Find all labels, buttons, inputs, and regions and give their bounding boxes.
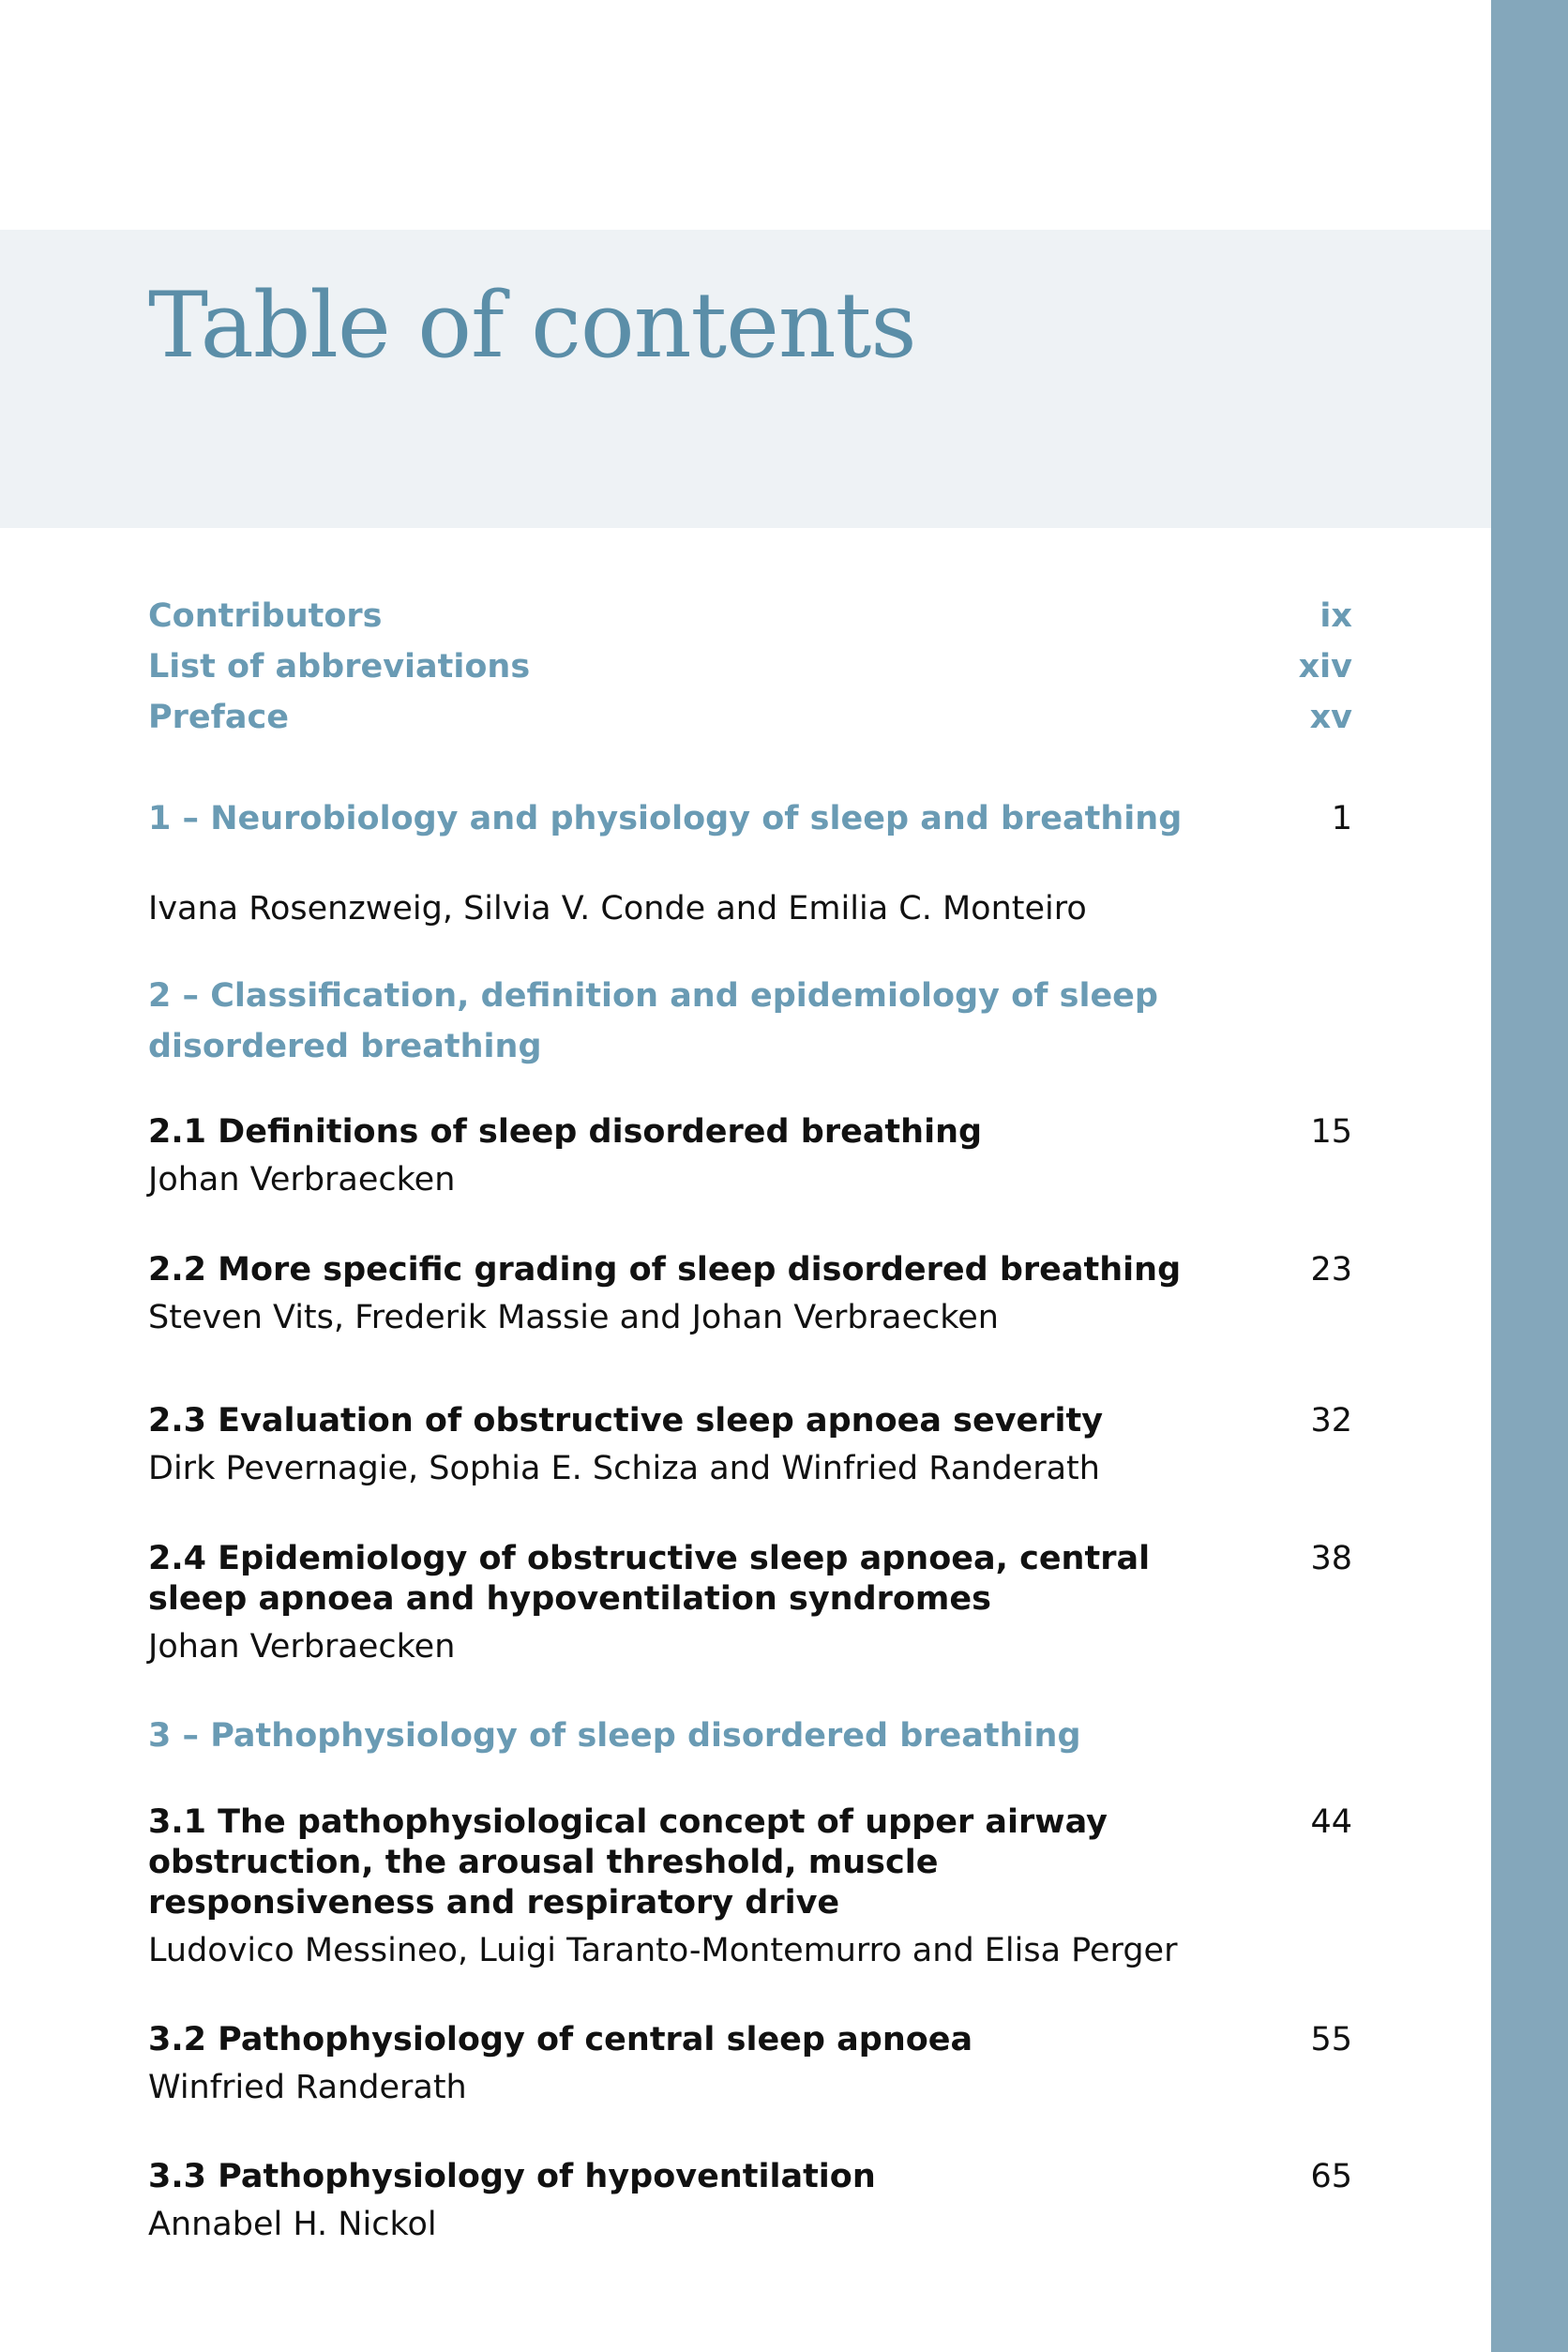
entry-label: List of abbreviations	[148, 648, 531, 686]
section-title: 3.3 Pathophysiology of hypoventilation	[148, 2158, 876, 2195]
toc-section-2-2[interactable]	[148, 1250, 1352, 1343]
side-color-band	[1491, 0, 1568, 2352]
chapter-title: 2 – Classification, definition and epidemiology of sleep disordered breathing	[148, 977, 1158, 1065]
section-page: 44	[1310, 1803, 1352, 1841]
chapter-page: 1	[1331, 800, 1352, 837]
section-page: 38	[1310, 1540, 1352, 1577]
section-title: 2.4 Epidemiology of obstructive sleep apnoea, central sleep apnoea and hypoventilation syndromes	[148, 1540, 1151, 1618]
section-authors: Johan Verbraecken	[148, 1161, 456, 1199]
toc-entry-abbreviations[interactable]	[148, 641, 1352, 692]
section-title: 2.1 Definitions of sleep disordered breathing	[148, 1113, 983, 1151]
section-authors: Winfried Randerath	[148, 2069, 467, 2106]
toc-section-2-4[interactable]	[148, 1539, 1352, 1672]
chapter-heading-2[interactable]	[148, 971, 1352, 1072]
chapter-title: 1 – Neurobiology and physiology of sleep and breathing	[148, 800, 1183, 837]
toc-entry-contributors[interactable]	[148, 591, 1352, 641]
section-authors: Annabel H. Nickol	[148, 2206, 437, 2243]
section-title: 2.2 More specific grading of sleep disordered breathing	[148, 1251, 1182, 1289]
section-page: 65	[1310, 2158, 1352, 2195]
toc-section-2-3[interactable]	[148, 1401, 1352, 1494]
section-authors: Johan Verbraecken	[148, 1628, 456, 1666]
page-title: Table of contents	[148, 273, 916, 378]
section-authors: Dirk Pevernagie, Sophia E. Schiza and Winfried Randerath	[148, 1450, 1100, 1487]
section-title: 3.2 Pathophysiology of central sleep apnoea	[148, 2021, 973, 2058]
toc-section-3-3[interactable]	[148, 2157, 1352, 2250]
section-title: 2.3 Evaluation of obstructive sleep apnoea severity	[148, 1402, 1104, 1440]
section-page: 15	[1310, 1113, 1352, 1151]
chapter-heading-3[interactable]	[148, 1711, 1352, 1761]
entry-page: xv	[1309, 699, 1352, 736]
section-authors: Ludovico Messineo, Luigi Taranto-Montemurro and Elisa Perger	[148, 1932, 1178, 1969]
entry-page: xiv	[1298, 648, 1352, 686]
toc-section-3-2[interactable]	[148, 2020, 1352, 2113]
chapter-heading-1[interactable]	[148, 793, 1352, 844]
section-page: 32	[1310, 1402, 1352, 1440]
entry-label: Contributors	[148, 597, 383, 635]
toc-entry-preface[interactable]	[148, 692, 1352, 743]
section-page: 55	[1310, 2021, 1352, 2058]
chapter-title: 3 – Pathophysiology of sleep disordered breathing	[148, 1717, 1081, 1755]
section-page: 23	[1310, 1251, 1352, 1289]
chapter-authors: Ivana Rosenzweig, Silvia V. Conde and Emilia C. Monteiro	[148, 890, 1087, 927]
toc-section-3-1[interactable]	[148, 1802, 1352, 1976]
toc-section-2-1[interactable]	[148, 1112, 1352, 1205]
entry-label: Preface	[148, 699, 289, 736]
section-authors: Steven Vits, Frederik Massie and Johan Verbraecken	[148, 1299, 999, 1336]
section-title: 3.1 The pathophysiological concept of upper airway obstruction, the arousal threshold, muscle responsiveness and respiratory drive	[148, 1803, 1108, 1922]
entry-page: ix	[1319, 597, 1352, 635]
